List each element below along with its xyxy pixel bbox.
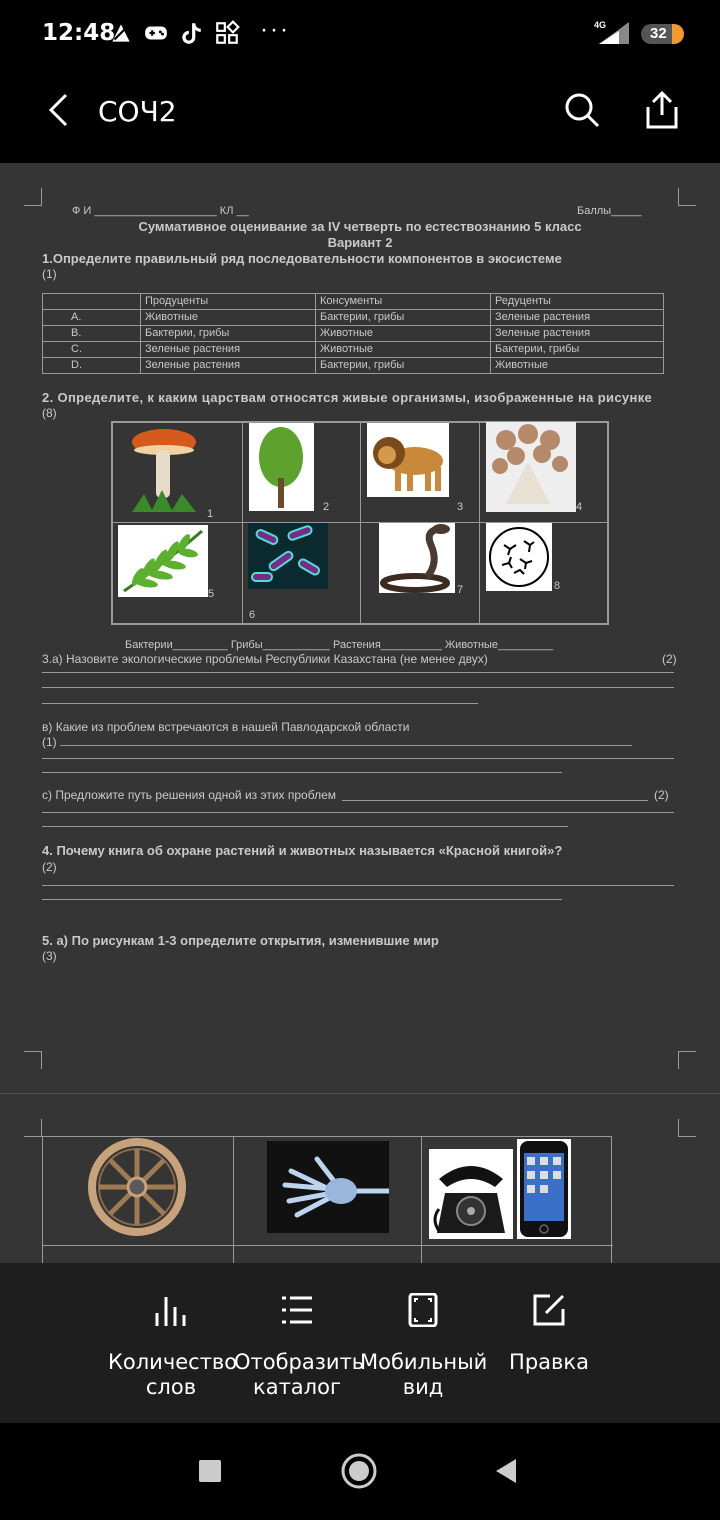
apps-icon bbox=[214, 20, 240, 46]
rotary-phone-image bbox=[429, 1149, 513, 1239]
crop-mark bbox=[24, 188, 42, 206]
table-cell: Зеленые растения bbox=[141, 342, 316, 358]
answer-line bbox=[42, 812, 674, 813]
table-cell: Зеленые растения bbox=[491, 310, 664, 326]
table-row bbox=[43, 358, 664, 374]
answer-line bbox=[42, 758, 674, 759]
answer-line bbox=[42, 826, 568, 827]
question-2-points: (8) bbox=[42, 406, 57, 420]
document-title: СОЧ2 bbox=[98, 95, 177, 128]
triangle-back-icon bbox=[494, 1458, 518, 1484]
mobile-view-label: Мобильный вид bbox=[360, 1350, 488, 1399]
image-number: 5 bbox=[208, 588, 215, 600]
question-4-points: (2) bbox=[42, 860, 57, 874]
table-header-row bbox=[43, 294, 664, 310]
question-5: 5. а) По рисункам 1-3 определите открытия, изменившие мир bbox=[42, 933, 439, 948]
question-4: 4. Почему книга об охране растений и животных называется «Красной книгой»? bbox=[42, 843, 563, 858]
table-row bbox=[43, 342, 664, 358]
wheel-image bbox=[87, 1137, 187, 1237]
image-number: 7 bbox=[457, 584, 464, 596]
app-bar bbox=[0, 68, 720, 163]
question-3c-points: (2) bbox=[654, 788, 669, 802]
question-3a-points: (2) bbox=[662, 652, 677, 666]
edit-button[interactable] bbox=[486, 1293, 612, 1375]
mobile-view-button[interactable] bbox=[360, 1293, 486, 1400]
image-number: 6 bbox=[249, 609, 256, 621]
question-3c: с) Предложите путь решения одной из этих проблем bbox=[42, 788, 336, 802]
share-icon bbox=[645, 91, 679, 129]
doc-title: Суммативное оценивание за IV четверть по естествознанию 5 класс bbox=[138, 219, 582, 234]
status-time: 12:48 bbox=[42, 20, 116, 46]
answer-line bbox=[42, 772, 562, 773]
lion-image bbox=[367, 423, 449, 497]
question-3a: 3.а) Назовите экологические проблемы Республики Казахстана (не менее двух) bbox=[42, 652, 488, 666]
crop-mark bbox=[24, 1119, 42, 1137]
back-nav-button[interactable] bbox=[486, 1451, 526, 1491]
microorganisms-circle-image bbox=[486, 523, 552, 591]
status-bar bbox=[0, 0, 720, 68]
mobile-view-icon bbox=[406, 1293, 440, 1327]
home-circle-icon bbox=[340, 1452, 378, 1490]
table-cell: Бактерии, грибы bbox=[141, 326, 316, 342]
answer-line bbox=[60, 745, 632, 746]
image-number: 8 bbox=[554, 580, 561, 592]
search-button[interactable] bbox=[558, 86, 606, 134]
bar-chart-icon bbox=[154, 1293, 188, 1327]
answer-line bbox=[342, 800, 648, 801]
table-cell: Животные bbox=[491, 358, 664, 374]
image-number: 2 bbox=[323, 501, 330, 513]
square-icon bbox=[199, 1460, 221, 1482]
back-button[interactable] bbox=[36, 88, 80, 132]
share-button[interactable] bbox=[638, 86, 686, 134]
answer-line bbox=[42, 672, 674, 673]
battery-indicator: 32 bbox=[641, 24, 684, 44]
table-header-cell: Редуценты bbox=[491, 294, 664, 310]
mushroom-image bbox=[122, 424, 202, 514]
ecosystem-table bbox=[42, 293, 664, 374]
answer-line bbox=[42, 885, 674, 886]
more-notifications-icon: ··· bbox=[260, 16, 290, 43]
table-cell: D. bbox=[43, 358, 141, 374]
table-cell: Животные bbox=[316, 326, 491, 342]
table-cell: Зеленые растения bbox=[491, 326, 664, 342]
table-row bbox=[43, 310, 664, 326]
edit-icon bbox=[532, 1293, 566, 1327]
gamepad-icon bbox=[143, 20, 169, 46]
word-count-button[interactable] bbox=[108, 1293, 238, 1400]
table-header-cell bbox=[43, 294, 141, 310]
document-page-1 bbox=[0, 163, 720, 1093]
table-cell: Животные bbox=[141, 310, 316, 326]
question-5-points: (3) bbox=[42, 949, 57, 963]
table-row bbox=[43, 326, 664, 342]
show-catalog-button[interactable] bbox=[234, 1293, 365, 1400]
edit-label: Правка bbox=[509, 1350, 589, 1374]
doc-variant: Вариант 2 bbox=[327, 235, 393, 250]
word-count-label: Количество слов bbox=[108, 1350, 238, 1399]
table-cell: A. bbox=[43, 310, 141, 326]
mushrooms-cluster-image bbox=[486, 422, 576, 512]
question-1-points: (1) bbox=[42, 267, 57, 281]
snake-image bbox=[379, 523, 455, 593]
table-cell: Бактерии, грибы bbox=[316, 310, 491, 326]
document-page-2 bbox=[0, 1093, 720, 1263]
image-number: 1 bbox=[207, 508, 214, 520]
list-icon bbox=[280, 1293, 314, 1327]
show-catalog-label: Отобразить каталог bbox=[234, 1350, 365, 1399]
table-cell: Бактерии, грибы bbox=[316, 358, 491, 374]
question-3b: в) Какие из проблем встречаются в нашей Павлодарской области bbox=[42, 720, 410, 734]
table-cell: Животные bbox=[316, 342, 491, 358]
answer-line bbox=[42, 687, 674, 688]
system-navigation-bar bbox=[0, 1423, 720, 1520]
question-2: 2. Определите, к каким царствам относятся живые организмы, изображенные на рисунке bbox=[42, 390, 653, 405]
image-number: 4 bbox=[576, 501, 583, 513]
bottom-toolbar bbox=[0, 1263, 720, 1423]
table-header-cell: Продуценты bbox=[141, 294, 316, 310]
bacteria-image bbox=[248, 523, 328, 589]
question-3b-points: (1) bbox=[42, 735, 57, 749]
recents-button[interactable] bbox=[190, 1451, 230, 1491]
signal-icon bbox=[597, 22, 631, 44]
smartphone-image bbox=[517, 1139, 571, 1239]
home-button[interactable] bbox=[337, 1449, 381, 1493]
crop-mark bbox=[24, 1051, 42, 1069]
fern-image bbox=[118, 525, 208, 597]
crop-mark bbox=[678, 1051, 696, 1069]
fio-field: Ф И ____________________ КЛ __ bbox=[72, 205, 249, 217]
crop-mark bbox=[678, 1119, 696, 1137]
organisms-image-grid bbox=[111, 421, 609, 625]
network-type: 4G bbox=[594, 20, 607, 30]
document-view[interactable] bbox=[0, 163, 720, 1263]
question-1: 1.Определите правильный ряд последовательности компонентов в экосистеме bbox=[42, 251, 562, 266]
notification-off-icon bbox=[108, 20, 134, 46]
crop-mark bbox=[678, 188, 696, 206]
tiktok-icon bbox=[178, 20, 204, 46]
table-cell: C. bbox=[43, 342, 141, 358]
answer-line bbox=[42, 899, 562, 900]
x-ray-hand-image bbox=[267, 1141, 389, 1233]
score-field: Баллы_____ bbox=[577, 205, 642, 217]
table-header-cell: Консументы bbox=[316, 294, 491, 310]
tree-image bbox=[249, 423, 314, 511]
search-icon bbox=[564, 92, 600, 128]
back-arrow-icon bbox=[46, 92, 70, 128]
discoveries-image-table bbox=[42, 1136, 612, 1263]
table-cell: Зеленые растения bbox=[141, 358, 316, 374]
table-cell: Бактерии, грибы bbox=[491, 342, 664, 358]
answer-line bbox=[42, 703, 478, 704]
kingdoms-answer-line: Бактерии_________ Грибы___________ Растения__________ Животные_________ bbox=[125, 639, 554, 651]
image-number: 3 bbox=[457, 501, 464, 513]
table-cell: B. bbox=[43, 326, 141, 342]
